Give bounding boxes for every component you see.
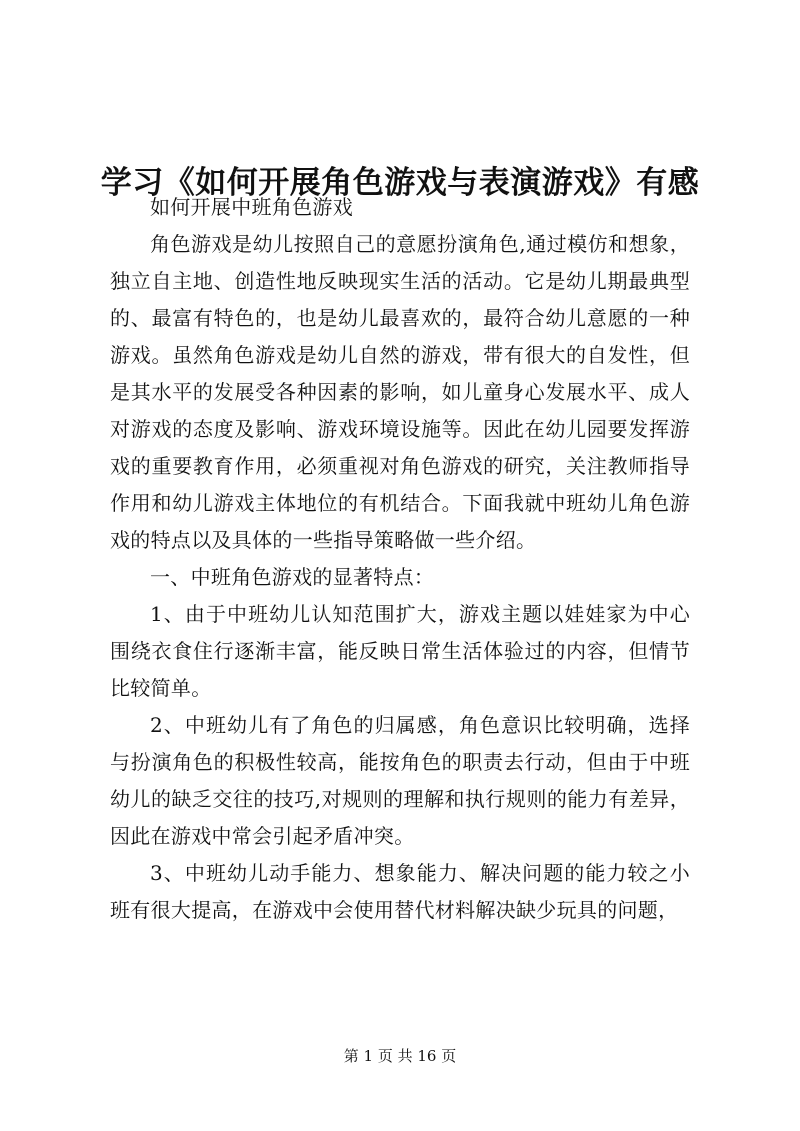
- page-number-footer: 第 1 页 共 16 页: [343, 1047, 457, 1065]
- paragraph-point-3: 3、中班幼儿动手能力、想象能力、解决问题的能力较之小班有很大提高，在游戏中会使用替代材料解决缺少玩具的问题，: [110, 861, 690, 922]
- document-title: 学习《如何开展角色游戏与表演游戏》有感: [100, 164, 700, 201]
- paragraph-intro: 角色游戏是幼儿按照自己的意愿扮演角色,通过模仿和想象，独立自主地、创造性地反映现实生活的活动。它是幼儿期最典型的、最富有特色的，也是幼儿最喜欢的，最符合幼儿意愿的一种游戏。虽然角色游戏是幼儿自然的游戏，带有很大的自发性，但是其水平的发展受各种因素的影响，如儿童身心发展水平、成人对游戏的态度及影响、游戏环境设施等。因此在幼儿园要发挥游戏的重要教育作用，必须重视对角色游戏的研究，关注教师指导作用和幼儿游戏主体地位的有机结合。下面我就中班幼儿角色游戏的特点以及具体的一些指导策略做一些介绍。: [110, 232, 690, 552]
- paragraph-point-2: 2、中班幼儿有了角色的归属感，角色意识比较明确，选择与扮演角色的积极性较高，能按角色的职责去行动，但由于中班幼儿的缺乏交往的技巧,对规则的理解和执行规则的能力有差异，因此在游戏中常会引起矛盾冲突。: [110, 713, 690, 848]
- paragraph-section-heading: 一、中班角色游戏的显著特点：: [150, 565, 435, 589]
- paragraph-point-1: 1、由于中班幼儿认知范围扩大，游戏主题以娃娃家为中心围绕衣食住行逐渐丰富，能反映日常生活体验过的内容，但情节比较简单。: [110, 602, 690, 700]
- paragraph-subtitle: 如何开展中班角色游戏: [150, 195, 353, 219]
- document-body: [110, 189, 690, 929]
